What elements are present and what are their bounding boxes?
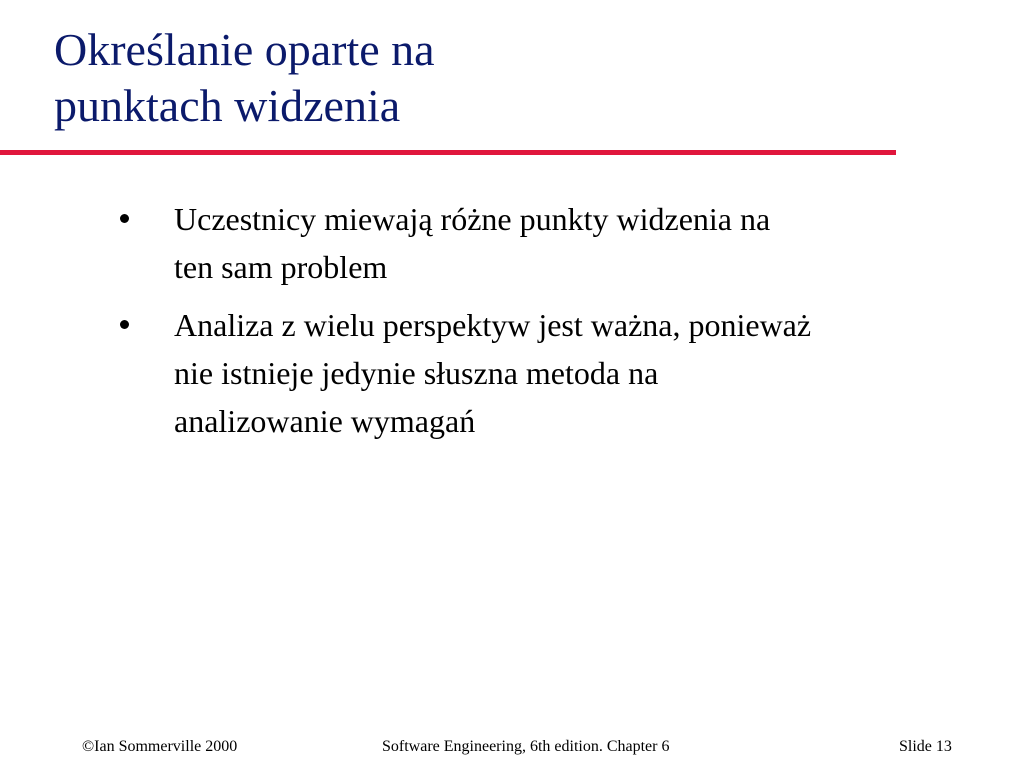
footer-slide-number: Slide 13 <box>899 738 952 755</box>
bullet-list <box>120 195 980 455</box>
title-line-1: Określanie oparte na <box>54 24 435 75</box>
bullet-text-line: ten sam problem <box>174 249 388 285</box>
title-line-2: punktach widzenia <box>54 80 401 131</box>
bullet-icon <box>120 214 129 223</box>
title-divider <box>0 150 896 155</box>
slide-title <box>54 22 874 134</box>
bullet-text-line: Analiza z wielu perspektyw jest ważna, ponieważ <box>174 307 812 343</box>
footer-book-title: Software Engineering, 6th edition. Chapter 6 <box>382 738 670 755</box>
bullet-item <box>120 301 980 445</box>
bullet-text-line: nie istnieje jedynie słuszna metoda na <box>174 355 659 391</box>
bullet-item <box>120 195 980 291</box>
bullet-icon <box>120 320 129 329</box>
footer-copyright: ©Ian Sommerville 2000 <box>82 738 238 755</box>
bullet-text-line: analizowanie wymagań <box>174 403 476 439</box>
bullet-text-line: Uczestnicy miewają różne punkty widzenia na <box>174 201 771 237</box>
